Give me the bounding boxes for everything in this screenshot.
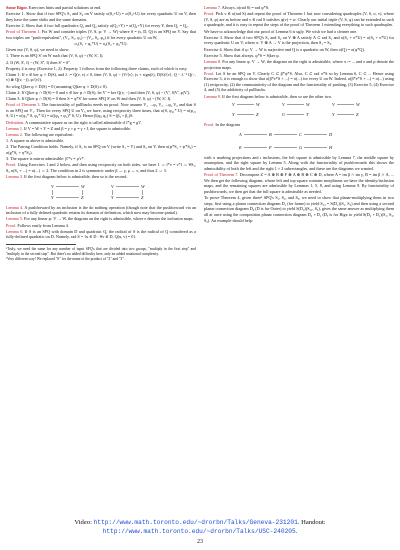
- text: Follows easily from Lemma 4.: [16, 222, 69, 228]
- video-link-2[interactable]: http://www.math.toronto.edu/~drorbn/Talks/USC-240205: [102, 528, 296, 535]
- node-label: E: [239, 144, 242, 150]
- item-2: 2. If (W, S', I) ~ (W, S'', I) then S' = S''.: [6, 59, 71, 65]
- lemma-2-proof: [6, 162, 196, 173]
- text: A pushforward by an inclusion is the do nothing operation (though note that the pushforward via an inclusion of a fully defined quadratic retains its domain of definition, which now may become partial).: [6, 204, 196, 216]
- heading-proof: Proof.: [204, 122, 215, 128]
- node-label: F: [269, 144, 272, 150]
- text: In the diagram: [214, 122, 240, 128]
- text: Using Exercises 1 and 2 below, and then using reciprocity on both sides, we have 1 ⇔ f*ν = ν*f ⇔ ∀S₁, S₂ σ(S₁ + ...) = σ(...) ⇔ 2. The condition in 2 is symmetric under β ↔ γ, μ ↔ ν, and thus 2 ⇔ 3.: [6, 162, 196, 173]
- handout-label: . Handout:: [297, 519, 326, 526]
- node-label: Z: [141, 194, 144, 200]
- node-label: A: [239, 131, 242, 137]
- heading-some-rigor: Some Rigor.: [6, 5, 28, 10]
- node-label: Y: [332, 112, 335, 118]
- node-label: C: [299, 131, 302, 137]
- lemma-2-item-3: 3. The square is mirror admissible: β'*ν = μ'ν*.: [6, 156, 85, 162]
- node-label: W: [306, 102, 310, 108]
- lemma-9-diagram-1: [232, 102, 260, 117]
- lemma-8: [204, 59, 394, 70]
- lemma-9-proof-cont: with π marking projections and ι inclusions, the left square is admissible by Lemma 7, the middle square by assumption, and the right square by Lemma 5. Along with the functoriality of pushforwards this shows the admissibility of both the left and the right 1 × 2 subrectangles, and these are the diagrams we wanted.: [204, 154, 394, 172]
- heading-proof: Proof.: [204, 70, 215, 76]
- video-links: [0, 518, 400, 536]
- link-suffix: .: [295, 528, 298, 535]
- given-line: Given our (V, S, φ), we need to show:: [6, 47, 70, 53]
- node-label: V: [111, 183, 114, 189]
- text: Decompose Z = A ⊕ B ⊕ F ⊕ A ⊕ B ⊕ C ⊕ D, where A = im β ∩ im γ, B = im β ∩ A, ... We then get the following diagram, whose left and top square contains morphisms we have the identity/inclusion maps, and the remaining squares are admissible by Lemmas 1, 5, 8, and using Lemma 9. By functoriality of pushforwards, we then get that the full square is admissible as needed.: [204, 172, 394, 194]
- video-link-1[interactable]: http://www.math.toronto.edu/~drorbn/Talks/Geneva-231201: [93, 519, 298, 526]
- lemma-7: [204, 5, 394, 11]
- item-1: 1. There is an SPQ S' on W such that (V, S, φ) ~ (W, S', I).: [6, 53, 104, 59]
- heading-lemma-6: Lemma 6.: [6, 228, 24, 234]
- lemma-8-proof: [204, 71, 394, 93]
- footnote-1: ¹Truly, we need the same for any number of input SPQ's that are divided into two groups, "multiply in the first step" and "multiply in the second step". But there's no added difficulty here, only an added notational complexity.: [6, 247, 196, 256]
- node-label: U: [282, 112, 286, 118]
- left-para-0: [6, 5, 196, 11]
- node-label: W: [356, 102, 360, 108]
- lemma-9: [204, 94, 394, 100]
- node-label: Z: [81, 194, 84, 200]
- claim-2: Claim 2: If Q|ker φ ∩ D(S) = 0 and v ∈ ker φ ∩ D(S), let V' = ker Q(v, −) and then (V, S, φ) ~ (V', S|V', φ|V').: [6, 89, 191, 95]
- exercise-2: Exercise 2. Show that if two full quadratics Q₁ and Q₂ satisfy σ(Q₁+Y) = σ(Q₂+Y) for every Y, then Q₁ = Q₂.: [6, 22, 189, 28]
- exercise-3: Exercise 3. Show that if two SPQ's S₁ and S₂ on V ⊕ A satisfy A ⊂ rad S₁ and σ(S₁ + π*U) = σ(S₂ + π*U) for every quadratic U on V, where π: V ⊕ A → V is the projection, then S₁ = S₂.: [204, 34, 394, 46]
- lemma-5: [6, 216, 196, 222]
- node-label: Y: [51, 194, 54, 200]
- lemma-3-diagrams: [41, 182, 161, 202]
- left-column: [6, 5, 196, 261]
- text: Pick v ∈ σ(rad S) and repeat the proof of Theorem 1 but now considering quadruples (V, S, σ, v), where (V, S, φ) are as before and v ∈ rad S satisfies φ(v) = w. Clearly our initial triple (V, S, φ) can be extended to such a quadruple, and it is easy to repeat the steps of the proof of Theorem 1 extending everything to such quadruples.: [204, 11, 394, 28]
- property-2-text: Property 2 is easy (Exercise 1, 2). Property 1 follows from the following three claims, each of which is easy.: [6, 65, 188, 71]
- heading-lemma-3: Lemma 3.: [6, 174, 23, 180]
- heading-lemma-8: Lemma 8.: [204, 58, 222, 64]
- text: Always, σ(rad S) = rad φ*S.: [220, 5, 270, 10]
- lemma-2: [6, 132, 196, 138]
- node-label: Y: [232, 112, 235, 118]
- lemma-9-proof: [204, 122, 394, 128]
- lemma-5-proof: [6, 223, 196, 229]
- heading-lemma-4: Lemma 4.: [6, 204, 24, 210]
- text: The following are equivalent:: [22, 131, 74, 137]
- text: If V = W + Y = Z and β = γ ∘ μ = γ ∘ I, the square is admissible.: [22, 125, 132, 131]
- lemma-3: [6, 174, 196, 180]
- proof-theorem-7: [204, 172, 394, 194]
- exercise-1: Exercise 1. Show that if two SPQ's S₁ and S₂ on V satisfy σ(S₁+U) = σ(S₂+U) for every quadratic U on V, then they have the same shifts and the same domains.: [6, 11, 196, 22]
- node-label: W: [256, 102, 260, 108]
- heading-lemma-5: Lemma 5.: [6, 216, 23, 222]
- lemma-3-diagram-right: [111, 184, 145, 200]
- heading-lemma-1: Lemma 1.: [6, 125, 23, 131]
- text: Fix W and consider triples (V, S, φ: V → W) where S = (s, D, Q) is an SPQ on V. Say that two triples are "push-equivalent", (V₁, S₁, φ₁) ~ (V₂, S₂, φ₂) if for every quadratic U on W,: [6, 29, 196, 40]
- equation-push-equivalent: σ₁(S₁ + φ₁*U) = σ₂(S₂ + φ₂*U).: [74, 40, 128, 46]
- node-label: B: [269, 131, 272, 137]
- text: Let S be an SPQ on V. Clearly C ⊂ β*ψ*S. Also, C ⊂ rad π*S so by Lemma 6, C ⊂ ... Hence using Exercise 3, it is enough to show that σ(β*e*S + ...) = σ(...) for every U on W. Indeed, σ(β*e*S + ...) = σ(...) using (1) reciprocity, (2) the commutativity of the diagram and the functoriality of pushing, (3) Exercise 5, (4) Exercise 4, and (5) the additivity of pullbacks.: [204, 70, 394, 93]
- lemma-9-proof-diagram: [229, 130, 369, 152]
- heading-proof: Proof.: [6, 162, 17, 168]
- node-label: G: [299, 144, 303, 150]
- heading-proof: Proof.: [204, 11, 215, 17]
- text: If S is an SPQ with domain D and quadratic Q, the radical of S is the radical of Q considered as a fully-defined quadratic on D. Namely, rad S = {u ∈ D : ∀v ∈ D, Q(u, v) = 0}.: [6, 228, 196, 240]
- node-label: V: [51, 183, 54, 189]
- node-label: V: [282, 102, 285, 108]
- lemma-1: [6, 126, 196, 132]
- lemma-4: [6, 205, 196, 216]
- lemma-2-item-1: 1. A square as above is admissible.: [6, 138, 65, 144]
- heading-definition: Definition.: [6, 119, 25, 125]
- node-label: Z: [256, 112, 259, 118]
- heading-proof-thm7: Proof of Theorem 7.: [204, 172, 239, 178]
- node-label: V: [332, 102, 335, 108]
- footnote-2: ²Very different way! We replaced "6" for the name of the product of "2" and "3".: [6, 256, 125, 261]
- heading-proof-thm3: Proof of Theorem 3.: [6, 102, 41, 108]
- node-label: W: [141, 183, 145, 189]
- node-label: W: [81, 183, 85, 189]
- text: A commutative square as on the right is called admissible if f*g = g'f'.: [24, 119, 143, 125]
- heading-lemma-9: Lemma 9.: [204, 93, 221, 99]
- ugly-proof-note: We have to acknowledge that our proof of Lemma 6 is ugly. We wish we had a cleaner one.: [204, 28, 358, 34]
- lemma-3-diagram-left: [51, 184, 85, 200]
- node-label: V: [232, 102, 235, 108]
- lemma-6: [6, 229, 196, 240]
- page-number: 23: [197, 539, 203, 545]
- proof-theorem-1: [6, 29, 196, 40]
- heading-lemma-7: Lemma 7.: [204, 5, 221, 10]
- exercise-4: Exercise 4. Show that if φ: V → W is surjective and Q is a quadratic on W, then σ(Q) = σ(φ*Q).: [204, 46, 365, 52]
- node-label: Y: [111, 194, 114, 200]
- lemma-2-item-2: 2. The Pairing Condition holds. Namely, if S₁ is an SPQ on V (write S₁ = V) and S₂ on Y, then σ(φ*S₁ + ψ*S₂) = σ(g*S₁ + η*S₂).: [6, 144, 196, 155]
- definition-admissible: [6, 120, 196, 126]
- node-label: T: [306, 112, 309, 118]
- node-label: Z: [356, 112, 359, 118]
- node-label: D: [329, 131, 333, 137]
- text: If the first diagram below is admissible, then so is the second.: [22, 174, 128, 180]
- exercise-5: Exercise 5. Show that always, φ*S = S|ker φ.: [204, 52, 280, 58]
- lemma-9-diagram-3: [332, 102, 360, 117]
- text: Exercises hints and partial solutions at end.: [27, 5, 102, 10]
- theorem-4-proof: To prove Theorem 4, given three¹ SPQ's S₁, S₂, and S₃, we need to show that planar-multiplying them in two steps, first using a planar connection diagram D₁ (for home) to yield S₁₂ = S(D₁)(S₁, S₂) and then using a second planar connection diagram D₂ (D is for Outer) to yield S(D₂)(S₁₂, S₃), gives the same answer as multiplying them all at once using the composition planar connection diagram D₂ ∘ D₁ (Dₓ is for Bigx to yield S(D₂ ∘ D₁)(S₁, S₂, S₃). An example should help:: [204, 195, 394, 223]
- node-label: H: [329, 144, 333, 150]
- text: If the first diagram below is admissible, then so are the other two.: [220, 93, 333, 99]
- text: The functoriality of pullbacks needs no proof. Now assume V₁ →φ₁ V₂ →φ₂ V₃ and that S is an SPQ on V₁. Then for every SPQ U on V₃ we have, using reciprocity three times, that σ(S, φ₂₁* U) = σ(φ₂₁ S, U) = σ(φ₁* S, φ₂* U) = σ((φ₂ ∘ φ₁)* S, U). Hence β(φ₂ φ₁) S = (β₂ ∘ β₁)S.: [6, 102, 196, 119]
- claim-3: Claim 3: If Q|ker φ ∩ D(S) = 0 then S = φ*S' for some SPQ S' on W and then (V, S, φ) ~ (W, S', I).: [6, 96, 172, 102]
- text: For any linear φ: V → W, the diagram on the right is admissible, where e denotes the inclusion maps.: [22, 216, 194, 222]
- lemma-9-diagram-2: [282, 102, 310, 117]
- heading-proof-thm1: Proof of Theorem 1.: [6, 29, 41, 35]
- proof-theorem-3: [6, 102, 196, 119]
- text: For any linear φ: V → W, the diagram on the right is admissible, where π := ... and e and p denote the projection maps.: [204, 58, 394, 70]
- lemma-9-diagrams: [224, 101, 374, 119]
- claim-1: Claim 1: If v ∈ ker φ ∩ D(S), and λ := Q(v, v) ≠ 0, then (V, S, φ) ~ (V/⟨v⟩, (s + sign(λ), D(S)/⟨v⟩, Q − λ⁻¹ Q(−, v) ⊗ Q(v, −)), φ/⟨v⟩).: [6, 71, 196, 83]
- so-wlog: So wlog Q|ker φ ∩ D(S) = 0 (assuming Q|ker φ ∩ D(S) ≠ 0).: [6, 83, 108, 89]
- footnote-rule: [6, 244, 76, 245]
- video-label: Video:: [74, 519, 94, 526]
- lemma-7-proof: [204, 11, 394, 28]
- right-column: [204, 5, 394, 224]
- heading-proof: Proof.: [6, 222, 17, 228]
- heading-lemma-2: Lemma 2.: [6, 131, 23, 137]
